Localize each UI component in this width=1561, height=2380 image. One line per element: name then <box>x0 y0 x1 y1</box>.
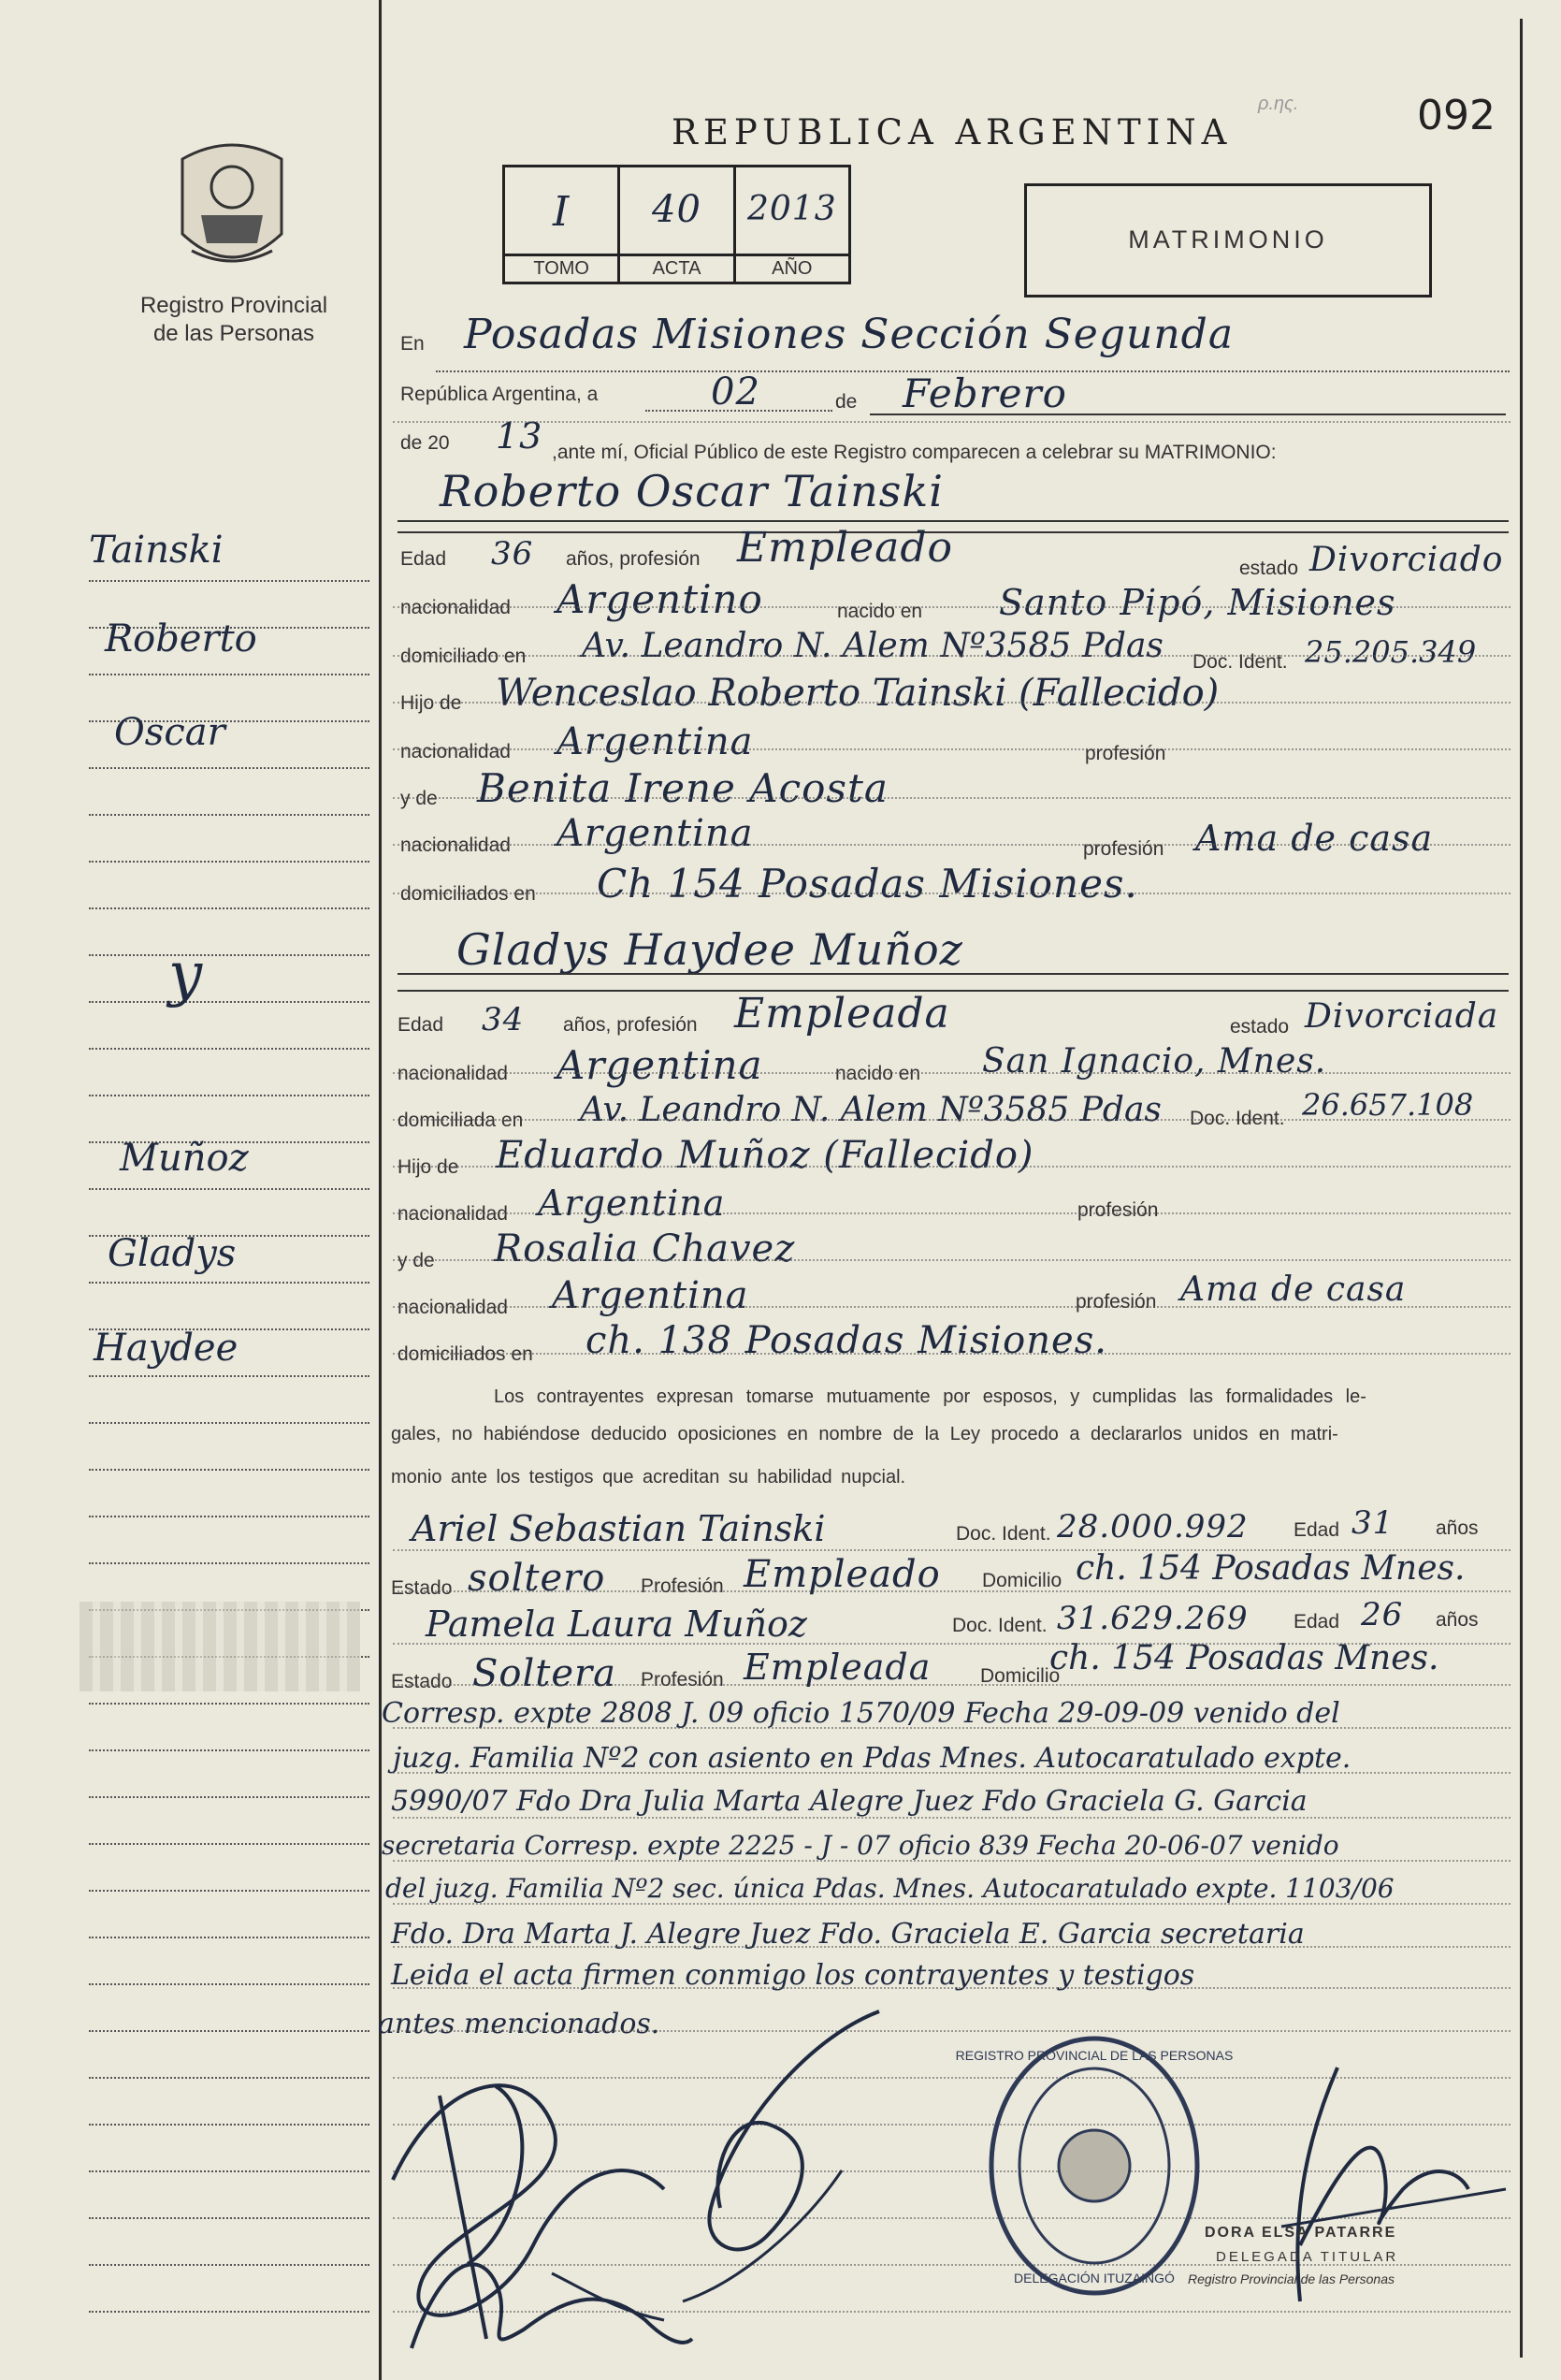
tomo-label: TOMO <box>505 254 617 282</box>
witness-signature <box>402 2227 701 2367</box>
spouse1-yde-label: y de <box>400 788 438 809</box>
spouse2-full-name: Gladys Haydee Muñoz <box>456 924 963 975</box>
body-ruled-line <box>393 606 1510 608</box>
spouse1-parents-dom-label: domiciliados en <box>400 883 536 905</box>
witness1-edad-label: Edad <box>1294 1519 1340 1541</box>
spouse2-doc-label: Doc. Ident. <box>1190 1108 1285 1129</box>
document-type-box <box>1024 183 1432 298</box>
spouse2-parents-dom-label: domiciliados en <box>397 1343 533 1365</box>
witness1-estado-label: Estado <box>391 1577 453 1599</box>
witness2-age: 26 <box>1361 1596 1404 1633</box>
tomo-value: I <box>552 188 571 236</box>
folio-number: 092 <box>1417 92 1496 139</box>
margin-ruled-line <box>89 1469 369 1471</box>
witness1-profession: Empleado <box>744 1553 941 1596</box>
margin-ruled-line <box>89 2217 369 2219</box>
margin-ruled-line <box>89 1516 369 1517</box>
margin-ruled-line <box>89 954 369 956</box>
spouse2-hijo-label: Hijo de <box>397 1156 459 1178</box>
spouse1-nacido-label: nacido en <box>837 601 923 622</box>
spouse2-father: Eduardo Muñoz (Fallecido) <box>496 1134 1034 1177</box>
corner-pencil-marks: ρ.ης. <box>1258 94 1299 114</box>
spouse2-mother-nationality: Argentina <box>552 1274 749 1317</box>
place-value: Posadas Misiones Sección Segunda <box>464 311 1235 358</box>
country-title: REPUBLICA ARGENTINA <box>672 112 1233 152</box>
spouse2-father-nationality: Argentina <box>538 1183 726 1224</box>
spouse1-mother: Benita Irene Acosta <box>477 765 889 811</box>
margin-ruled-line <box>89 1796 369 1798</box>
margin-ruled-line <box>89 2264 369 2266</box>
witness1-address: ch. 154 Posadas Mnes. <box>1076 1549 1466 1588</box>
spouse2-mother-prof-label: profesión <box>1076 1291 1157 1313</box>
body-ruled-line <box>393 1353 1510 1355</box>
spouse2-age: 34 <box>482 1001 525 1038</box>
declaration-line-3: monio ante los testigos que acreditan su habilidad nupcial. <box>391 1467 906 1488</box>
witness2-anos-label: años <box>1436 1609 1479 1631</box>
officer-name: DORA ELSA PATARRE <box>1205 2225 1397 2241</box>
witness2-estado-label: Estado <box>391 1671 453 1692</box>
margin-first-name-2: Gladys <box>108 1232 237 1275</box>
margin-ruled-line <box>89 1983 369 1985</box>
spouse1-birthplace: Santo Pipó, Misiones <box>999 582 1396 623</box>
note-line-1: Corresp. expte 2808 J. 09 oficio 1570/09 Fecha 29-09-09 venido del <box>382 1697 1340 1730</box>
acta-cell <box>620 167 735 282</box>
body-ruled-line <box>393 892 1510 894</box>
spouse1-nationality: Argentino <box>556 576 763 622</box>
spouse2-civil-status: Divorciada <box>1305 997 1499 1036</box>
registry-official-stamp <box>955 2030 1234 2301</box>
margin-surname-2: Muñoz <box>120 1137 249 1180</box>
spouse2-mother: Rosalia Chavez <box>494 1227 796 1270</box>
spouse1-doc: 25.205.349 <box>1305 634 1477 670</box>
margin-ruled-line <box>89 2077 369 2079</box>
spouse1-doc-label: Doc. Ident. <box>1192 651 1288 673</box>
margin-ruled-line <box>89 1703 369 1705</box>
document-type: MATRIMONIO <box>1128 225 1328 254</box>
declaration-line-2: gales, no habiéndose deducido oposiciones en nombre de la Ley procedo a declararlos unidos en matri- <box>391 1424 1338 1444</box>
spouse2-birthplace: San Ignacio, Mnes. <box>982 1042 1327 1081</box>
en-label: En <box>400 333 425 355</box>
spouse2-doc: 26.657.108 <box>1302 1087 1474 1123</box>
spouse2-edad-label: Edad <box>397 1014 444 1036</box>
margin-ruled-line <box>89 1890 369 1892</box>
body-ruled-line <box>393 655 1510 657</box>
acta-value: 40 <box>652 188 701 231</box>
body-ruled-line <box>393 1860 1510 1862</box>
margin-ruled-line <box>89 1937 369 1938</box>
declaration-line-1: Los contrayentes expresan tomarse mutuamente por esposos, y cumplidas las formalidades le- <box>494 1386 1366 1407</box>
body-ruled-line <box>393 2030 1510 2032</box>
margin-ruled-line <box>89 1095 369 1096</box>
margin-ruled-line <box>89 1048 369 1050</box>
body-ruled-line <box>393 1072 1510 1074</box>
body-ruled-line <box>393 1212 1510 1214</box>
margin-ruled-line <box>89 1422 369 1424</box>
spouse2-father-prof-label: profesión <box>1077 1199 1159 1221</box>
spouse1-mother-nationality: Argentina <box>556 812 754 855</box>
spouse1-parents-address: Ch 154 Posadas Misiones. <box>597 861 1138 907</box>
acta-label: ACTA <box>620 254 732 282</box>
spouse1-father: Wenceslao Roberto Tainski (Fallecido) <box>496 672 1220 715</box>
year-suffix: 13 <box>496 415 543 457</box>
spouse1-mother-nac-label: nacionalidad <box>400 834 511 856</box>
stamp-bottom-text: DELEGACIÓN ITUZAINGÓ <box>1014 2271 1175 2286</box>
witness2-address: ch. 154 Posadas Mnes. <box>1049 1639 1439 1677</box>
ano-value: 2013 <box>747 190 837 228</box>
margin-ruled-line <box>89 2124 369 2126</box>
body-ruled-line <box>393 797 1510 799</box>
body-ruled-line <box>393 1259 1510 1261</box>
body-ruled-line <box>393 1590 1510 1592</box>
note-line-3: 5990/07 Fdo Dra Julia Marta Alegre Juez Fdo Graciela G. Garcia <box>391 1785 1308 1818</box>
witness1-doc: 28.000.992 <box>1057 1508 1249 1546</box>
body-ruled-line <box>393 1549 1510 1551</box>
spouse2-nacido-label: nacido en <box>835 1063 921 1084</box>
spouse2-anos-profesion-label: años, profesión <box>563 1014 698 1036</box>
margin-ruled-line <box>89 1188 369 1190</box>
margin-surname-1: Tainski <box>89 529 224 572</box>
spouse1-address: Av. Leandro N. Alem Nº3585 Pdas <box>582 627 1164 665</box>
officer-title-1: DELEGADA TITULAR <box>1216 2249 1399 2265</box>
note-line-6: Fdo. Dra Marta J. Alegre Juez Fdo. Graciela E. Garcia secretaria <box>391 1918 1305 1951</box>
spouse2-nationality: Argentina <box>556 1042 763 1088</box>
spouse1-father-nac-label: nacionalidad <box>400 741 511 762</box>
spouse2-estado-label: estado <box>1230 1016 1290 1038</box>
margin-ruled-line <box>89 580 369 582</box>
body-ruled-line <box>393 1772 1510 1774</box>
tomo-acta-ano-table <box>502 165 851 284</box>
spouse1-mother-profession: Ama de casa <box>1195 818 1434 859</box>
spouse1-anos-profesion-label: años, profesión <box>566 548 701 570</box>
spouse1-father-nationality: Argentina <box>556 720 754 763</box>
note-line-8: antes mencionados. <box>378 2008 660 2040</box>
body-ruled-line <box>393 1306 1510 1308</box>
margin-ruled-line <box>89 814 369 816</box>
margin-ruled-line <box>89 2170 369 2172</box>
witness1-doc-label: Doc. Ident. <box>956 1523 1051 1545</box>
spouse1-estado-label: estado <box>1239 558 1299 579</box>
month-value: Febrero <box>903 370 1067 416</box>
officer-signature <box>1272 2058 1515 2367</box>
registry-name: Registro Provincial de las Personas <box>139 293 328 346</box>
spouse1-age: 36 <box>491 535 534 573</box>
body-ruled-line <box>393 1119 1510 1121</box>
republica-label: República Argentina, a <box>400 384 599 405</box>
body-ruled-line <box>393 1643 1510 1645</box>
note-line-7: Leida el acta firmen conmigo los contrayentes y testigos <box>391 1959 1195 1992</box>
misiones-province-seal-logo <box>173 140 291 277</box>
margin-connector: y <box>168 940 203 1009</box>
margin-middle-name-2: Haydee <box>94 1327 238 1370</box>
margin-ruled-line <box>89 1562 369 1564</box>
witness2-status: Soltera <box>472 1652 616 1695</box>
body-ruled-line <box>393 1166 1510 1168</box>
redacted-margin-notes <box>79 1602 360 1691</box>
tomo-cell <box>505 167 620 282</box>
margin-first-name-1: Roberto <box>105 617 257 660</box>
intro-text: ,ante mí, Oficial Público de este Registro comparecen a celebrar su MATRIMONIO: <box>552 442 1277 463</box>
witness1-name: Ariel Sebastian Tainski <box>412 1508 826 1549</box>
note-line-5: del juzg. Familia Nº2 sec. única Pdas. Mnes. Autocaratulado expte. 1103/06 <box>385 1873 1395 1904</box>
margin-ruled-line <box>89 1375 369 1377</box>
spouse1-mother-prof-label: profesión <box>1083 838 1164 860</box>
stamp-ring-text: REGISTRO PROVINCIAL DE LAS PERSONAS <box>955 2048 1234 2063</box>
margin-ruled-line <box>89 674 369 675</box>
margin-ruled-line <box>89 861 369 863</box>
de-label: de <box>835 391 858 413</box>
witness2-edad-label: Edad <box>1294 1611 1340 1633</box>
spouse1-profession: Empleado <box>737 524 954 572</box>
witness2-name: Pamela Laura Muñoz <box>426 1604 807 1645</box>
spouse1-nacionalidad-label: nacionalidad <box>400 597 511 618</box>
body-ruled-line <box>393 421 1510 423</box>
witness2-dom-label: Domicilio <box>980 1665 1061 1687</box>
margin-ruled-line <box>89 2030 369 2032</box>
spouse2-domiciliada-label: domiciliada en <box>397 1110 524 1131</box>
witness1-age: 31 <box>1351 1504 1395 1542</box>
officer-title-2: Registro Provincial de las Personas <box>1188 2271 1395 2286</box>
ano-label: AÑO <box>736 254 848 282</box>
spouse2-profession: Empleada <box>734 990 950 1038</box>
margin-ruled-line <box>89 767 369 769</box>
margin-ruled-line <box>89 907 369 909</box>
spouse1-full-name: Roberto Oscar Tainski <box>440 466 944 516</box>
spouse1-domiciliado-label: domiciliado en <box>400 646 527 667</box>
year-prefix: de 20 <box>400 432 450 454</box>
body-ruled-line <box>393 1903 1510 1905</box>
body-ruled-line <box>393 1684 1510 1686</box>
witness2-doc-label: Doc. Ident. <box>952 1615 1048 1636</box>
witness1-anos-label: años <box>1436 1517 1479 1539</box>
note-line-2: juzg. Familia Nº2 con asiento en Pdas Mnes. Autocaratulado expte. <box>393 1742 1351 1775</box>
spouse2-yde-label: y de <box>397 1250 435 1271</box>
witness1-status: soltero <box>468 1557 606 1600</box>
margin-ruled-line <box>89 1001 369 1003</box>
spouse2-father-nac-label: nacionalidad <box>397 1203 508 1225</box>
spouse1-edad-label: Edad <box>400 548 447 570</box>
witness2-prof-label: Profesión <box>641 1669 724 1691</box>
margin-ruled-line <box>89 1749 369 1751</box>
margin-middle-name-1: Oscar <box>114 711 225 754</box>
witness1-dom-label: Domicilio <box>982 1570 1062 1591</box>
body-ruled-line <box>393 748 1510 750</box>
margin-ruled-line <box>89 1843 369 1845</box>
day-value: 02 <box>711 370 760 414</box>
body-ruled-line <box>393 1727 1510 1729</box>
right-page-border <box>1520 19 1523 2358</box>
witness1-prof-label: Profesión <box>641 1575 724 1597</box>
spouse2-parents-address: ch. 138 Posadas Misiones. <box>585 1319 1107 1362</box>
body-ruled-line <box>393 1946 1510 1948</box>
witness2-profession: Empleada <box>744 1647 932 1688</box>
spouse2-address: Av. Leandro N. Alem Nº3585 Pdas <box>580 1091 1162 1129</box>
ano-cell <box>736 167 848 282</box>
spouse2-nacionalidad-label: nacionalidad <box>397 1063 508 1084</box>
body-ruled-line <box>393 844 1510 846</box>
spouse1-father-prof-label: profesión <box>1085 743 1166 764</box>
witness2-doc: 31.629.269 <box>1057 1600 1249 1637</box>
body-ruled-line <box>393 1817 1510 1819</box>
margin-ruled-line <box>89 1282 369 1284</box>
body-ruled-line <box>393 1987 1510 1989</box>
spouse2-mother-nac-label: nacionalidad <box>397 1297 508 1318</box>
spouse2-mother-profession: Ama de casa <box>1180 1270 1407 1309</box>
spouse1-hijo-label: Hijo de <box>400 692 462 714</box>
body-ruled-line <box>393 702 1510 704</box>
spouse1-civil-status: Divorciado <box>1309 541 1504 579</box>
note-line-4: secretaria Corresp. expte 2225 - J - 07 oficio 839 Fecha 20-06-07 venido <box>382 1830 1339 1861</box>
margin-ruled-line <box>89 2311 369 2313</box>
